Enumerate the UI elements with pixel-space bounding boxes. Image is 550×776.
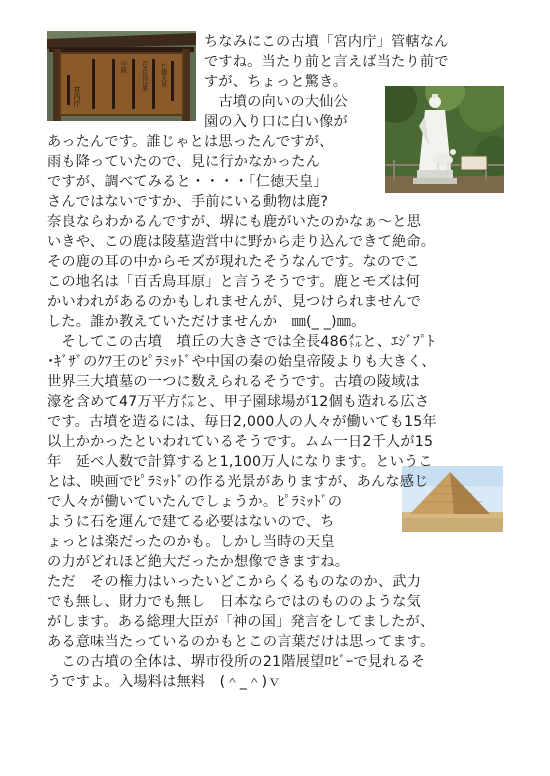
text-line-22: 年 延べ人数で計算すると1,100万人になります。というこ [47,454,433,470]
text-line-2: ですね。当たり前と言えば当たり前で [204,54,449,70]
text-line-28: ただ その権力はいったいどこからくるものなのか、武力 [47,574,422,590]
text-line-18: 世界三大墳墓の一つに数えられるそうです。古墳の陵域は [47,374,420,390]
text-line-1: ちなみにこの古墳「宮内庁」管轄なん [204,34,449,50]
text-line-19: 濠を含めて47万平方㍍と、甲子園球場が12個も造れる広さ [47,394,430,410]
text-line-26: ょっとは楽だったのかも。しかし当時の天皇 [47,534,335,550]
text-line-11: いきや、この鹿は陵墓造営中に野から走り込んできて絶命。 [47,234,436,250]
sign-lettering-1: 仁徳天皇 [159,63,167,87]
text-line-29: でも無し、財力でも無し 日本ならではのもののような気 [47,594,421,610]
text-line-17: ･ｷﾞｻﾞのｸﾌ王のﾋﾟﾗﾐｯﾄﾞや中国の秦の始皇帝陵よりも大きく、 [47,354,436,370]
text-line-30: がします。ある総理大臣が「神の国」発言をしてましたが、 [47,614,435,630]
text-line-27: の力がどれほど絶大だったか想像できますね。 [47,554,350,570]
text-line-12: その鹿の耳の中からモズが現れたそうなんです。なのでこ [47,254,420,270]
text-line-16: そしてこの古墳 墳丘の大きさでは全長486㍍と、ｴｼﾞﾌﾟﾄ [47,334,435,350]
sign-lettering-3: 中陵 [119,61,127,73]
text-line-14: かいわれがあるのかもしれませんが、見つけられませんで [47,294,422,310]
text-line-3: すが、ちょっと驚き。 [204,74,348,90]
text-line-10: 奈良ならわかるんですが、堺にも鹿がいたのかなぁ～と思 [47,214,422,230]
text-line-6: あったんです。誰じゃとは思ったんですが、 [47,134,334,150]
text-line-9: さんではないですか、手前にいる動物は鹿? [47,194,329,210]
kofun-sign-photo [47,31,196,121]
text-line-31: ある意味当たっているのかもとこの言葉だけは思ってます。 [47,634,435,650]
sign-lettering-4: 宮内庁 [73,86,81,107]
text-line-25: ように石を運んで建てる必要はないので、ち [47,514,335,530]
text-line-20: です。古墳を造るには、毎日2,000人の人々が働いても15年 [47,414,437,430]
text-line-8: ですが、調べてみると・・・・「仁徳天皇」 [47,174,328,190]
text-line-4: 古墳の向いの大仙公 [204,94,348,110]
text-line-15: した。誰か教えていただけませんか ㎜(_ _)㎜。 [47,314,366,330]
kofun-sign-image [47,31,196,121]
text-line-7: 雨も降っていたので、見に行かなかったん [47,154,321,170]
text-line-13: この地名は「百舌鳥耳原」と言うそうです。鹿とモズは何 [47,274,420,290]
text-line-5: 園の入り口に白い像が [204,114,348,130]
text-line-33: うですよ。入場料は無料 (＾_＾)ｖ [47,674,282,690]
text-line-32: この古墳の全体は、堺市役所の21階展望ﾛﾋﾞｰで見れるそ [47,654,426,670]
text-line-23: とは、映画でﾋﾟﾗﾐｯﾄﾞの作る光景がありますが、あんな感じ [47,474,429,490]
text-line-21: 以上かかったといわれているそうです。ムム一日2千人が15 [47,434,434,450]
text-line-24: で人々が働いていたんでしょうか。ﾋﾟﾗﾐｯﾄﾞの [47,494,343,510]
sign-lettering-2: 百舌鳥耳原 [140,61,148,91]
